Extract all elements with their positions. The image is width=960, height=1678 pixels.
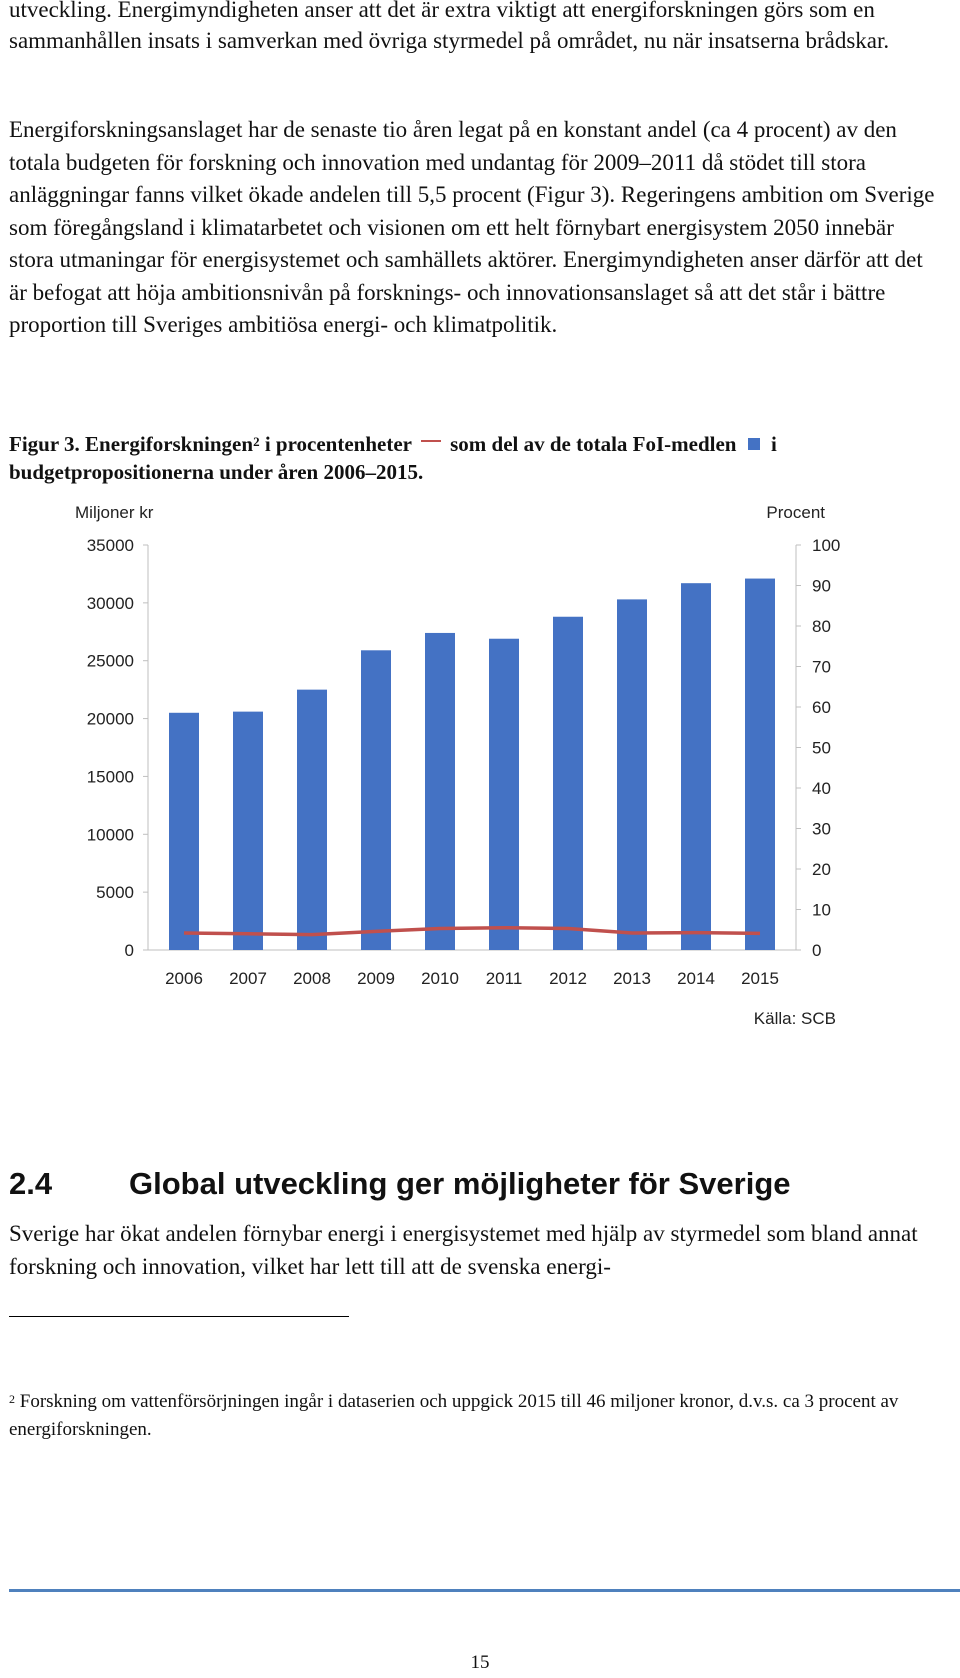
left-tick-label: 30000 [86,593,134,613]
footnote-divider [9,1316,349,1317]
left-tick-label: 35000 [86,536,134,555]
bar-2011 [489,639,519,950]
right-tick-label: 90 [812,576,831,596]
right-tick-label: 40 [812,779,831,798]
x-tick-label: 2015 [741,969,779,988]
x-tick-label: 2007 [229,969,267,988]
page-footer-rule [9,1589,960,1592]
right-tick-label: 10 [812,900,831,920]
chart-line [184,928,760,935]
chart-source: Källa: SCB [753,1009,836,1028]
right-tick-label: 30 [812,819,831,839]
bar-2007 [233,712,263,950]
section-heading [9,1166,791,1202]
x-tick-label: 2008 [293,969,331,988]
left-tick-label: 20000 [86,709,134,729]
page-number: 15 [470,1652,490,1673]
bar-2008 [297,690,327,950]
bar-2010 [425,633,455,950]
bar-2006 [169,713,199,950]
caption-period: i budgetpropositionerna under åren 2006–2015. [9,432,777,484]
x-tick-label: 2014 [677,969,715,988]
line-legend-icon [421,440,441,442]
caption-title: Figur 3. Energiforskningen [9,432,254,456]
figure-caption [9,430,949,486]
left-tick-label: 5000 [96,883,134,903]
caption-unit: i procentenheter [264,432,412,456]
bar-2012 [553,617,583,950]
footnote-text: Forskning om vattenförsörjningen ingår i dataserien och uppgick 2015 till 46 miljoner kronor, d.v.s. ca 3 procent av energiforskningen. [9,1391,899,1440]
section-paragraph: Sverige har ökat andelen förnybar energi i energisystemet med hjälp av styrmedel som bland annat forskning och innovation, vilket har lett till att de svenska energi- [9,1221,918,1279]
bar-2015 [745,579,775,950]
percent-share-line [184,928,760,935]
right-axis-title: Procent [766,503,825,522]
bar-2013 [617,599,647,950]
x-tick-label: 2006 [165,969,203,988]
section-number: 2.4 [9,1166,53,1201]
bar-line-chart [0,503,960,1105]
footnote [9,1388,949,1444]
right-tick-label: 100 [812,536,841,555]
x-tick-label: 2009 [357,969,395,988]
caption-share: som del av de totala FoI-medlen [450,432,737,456]
right-tick-label: 70 [812,657,831,677]
bar-2009 [361,650,391,950]
bar-legend-icon [748,438,760,450]
right-tick-label: 60 [812,698,831,717]
right-tick-label: 80 [812,617,831,636]
right-tick-label: 20 [812,860,831,879]
x-tick-label: 2012 [549,969,587,988]
x-tick-label: 2011 [485,969,523,988]
section-title: Global utveckling ger möjligheter för Sverige [129,1166,791,1201]
left-tick-label: 0 [124,941,134,960]
left-tick-label: 10000 [86,825,134,845]
bar-2014 [681,583,711,950]
caption-footnote-ref: 2 [253,434,260,449]
footnote-number: 2 [9,1392,15,1406]
left-axis-title: Miljoner kr [75,503,154,522]
right-tick-label: 50 [812,738,831,758]
body-paragraph: Energiforskningsanslaget har de senaste tio åren legat på en konstant andel (ca 4 procent) av den totala budgeten för forskning och innovation med undantag för 2009–2011 då stödet till stora anläggningar fanns vilket ökade andelen till 5,5 procent (Figur 3). Regeringens ambition om Sverige som föregångsland i klimatarbetet och visionen om ett helt förnybart energisystem 2050 innebär stora utmaningar för energisystemet och samhällets aktörer. Energimyndigheten anser därför att det är befogat att höja ambitionsnivån på forsknings- och innovationsanslaget så att det står i bättre proportion till Sveriges ambitiösa energi- och klimatpolitik. [9,117,935,337]
right-tick-label: 0 [812,941,822,960]
chart-bars [169,579,775,950]
intro-paragraph: utveckling. Energimyndigheten anser att det är extra viktigt att energiforskningen görs som en sammanhållen insats i samverkan med övriga styrmedel på området, nu när insatserna brådskar. [9,0,890,53]
left-tick-label: 15000 [86,767,134,787]
x-tick-label: 2013 [613,969,651,988]
left-tick-label: 25000 [86,651,134,671]
x-tick-label: 2010 [421,969,459,988]
